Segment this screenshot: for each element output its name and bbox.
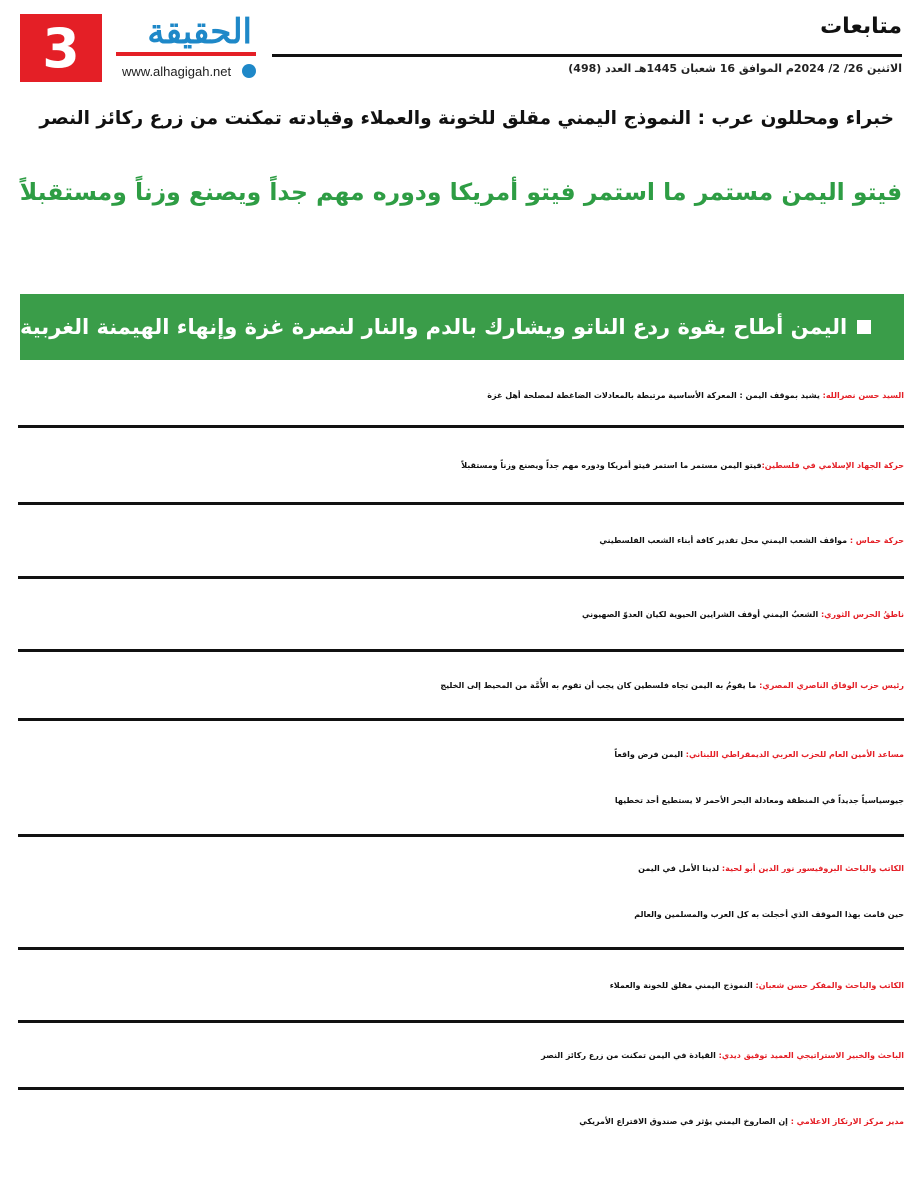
speaker: رئيس حزب الوفاق الناصري المصري: (759, 680, 904, 690)
newspaper-logo[interactable] (112, 12, 260, 86)
section-title: متابعات (820, 14, 902, 39)
list-item (18, 1023, 904, 1090)
speaker: حركة الجهاد الإسلامي في فلسطين: (761, 460, 904, 470)
globe-icon (242, 64, 256, 78)
kicker-headline: خبراء ومحللون عرب : النموذج اليمني مقلق للخونة والعملاء وقيادته تمكنت من زرع ركائز النصر (39, 108, 894, 129)
list-item (18, 950, 904, 1023)
main-headline: فيتو اليمن مستمر ما استمر فيتو أمريكا ودوره مهم جداً ويصنع وزناً ومستقبلاً (19, 178, 903, 206)
quote-text: فيتو اليمن مستمر ما استمر فيتو أمريكا ودوره مهم جداً ويصنع وزناً ومستقبلاً (461, 460, 762, 470)
quote-text: مواقف الشعب اليمني محل تقدير كافة أبناء الشعب الفلسطيني (599, 536, 850, 545)
speaker: مدير مركز الارتكاز الاعلامي : (790, 1116, 904, 1126)
speaker: مساعد الأمين العام للحزب العربي الديمقراطي اللبناني: (685, 749, 904, 759)
list-item (18, 837, 904, 950)
quote-text-continued: جيوسياسياً جديداً في المنطقة ومعادلة البحر الأحمر لا يستطيع أحد تخطيها (614, 795, 904, 805)
dateline: الاثنين 26/ 2/ 2024م الموافق 16 شعبان 1445هـ العدد (498) (568, 62, 902, 75)
quote-text-continued: حين قامت بهذا الموقف الذي أخجلت به كل العرب والمسلمين والعالم (634, 910, 904, 919)
speaker: الباحث والخبير الاستراتيجي العميد توفيق ديدي: (718, 1050, 904, 1060)
quote-text: النموذج اليمني مقلق للخونة والعملاء (609, 980, 756, 990)
logo-text: الحقيقة (147, 12, 252, 52)
list-item (18, 579, 904, 652)
quote-text: يشيد بموقف اليمن : المعركة الأساسية مرتبطة بالمعادلات الضاغطة لمصلحة أهل غزة (487, 391, 823, 400)
speaker: حركة حماس : (849, 536, 904, 545)
quote-text: الشعبُ اليمني أوقف الشرايين الحيوية لكيان العدوّ الصهيوني (581, 609, 821, 619)
list-item (18, 505, 904, 579)
subheadline-bar (20, 294, 904, 360)
subheadline: اليمن أطاح بقوة ردع الناتو ويشارك بالدم والنار لنصرة غزة وإنهاء الهيمنة الغربية (20, 315, 848, 339)
speaker: السيد حسن نصرالله: (822, 391, 904, 400)
speaker: الكاتب والباحث البروفيسور نور الدين أبو لحية: (721, 864, 904, 873)
quote-text: اليمن فرض واقعاً (614, 749, 686, 759)
speaker: الكاتب والباحث والمفكر حسن شعبان: (755, 980, 904, 990)
square-bullet-icon (857, 320, 871, 334)
logo-underline (116, 52, 256, 56)
list-item (18, 652, 904, 721)
quote-text: ما يقومُ به اليمن تجاه فلسطين كان يجب أن تقوم به الأُمَّة من المحيط إلى الخليج (440, 680, 760, 690)
quote-list (18, 366, 904, 1152)
page-number: 3 (20, 14, 102, 82)
quote-text: القيادة في اليمن تمكنت من زرع ركائز النصر (541, 1050, 719, 1060)
quote-text: إن الصاروخ اليمني يؤثر في صندوق الاقتراع الأمريكي (579, 1116, 791, 1126)
site-url[interactable]: www.alhagigah.net (122, 64, 232, 79)
list-item (18, 1090, 904, 1152)
list-item (18, 366, 904, 428)
header-divider (272, 54, 902, 57)
speaker: ناطقُ الحرس الثوري: (820, 609, 904, 619)
list-item (18, 721, 904, 837)
list-item (18, 428, 904, 505)
quote-text: لدينا الأمل في اليمن (638, 864, 722, 873)
